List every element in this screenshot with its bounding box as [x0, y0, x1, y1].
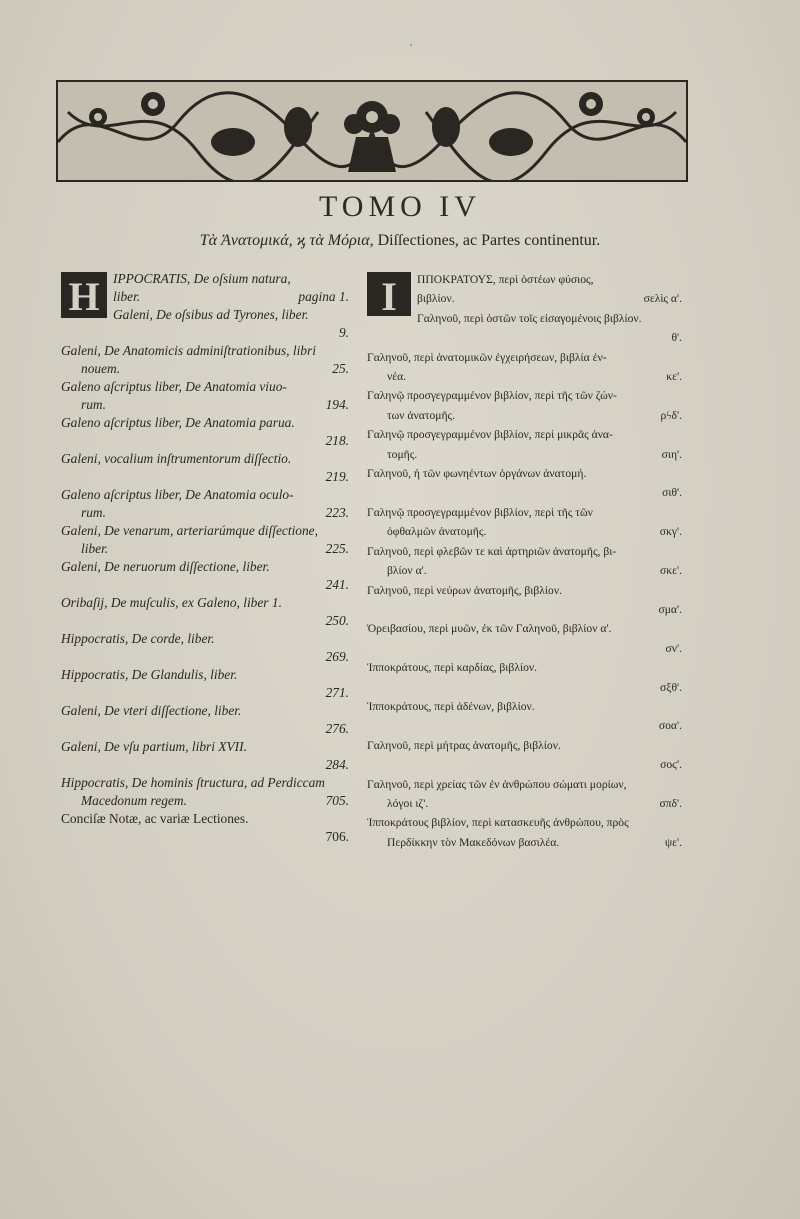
latin-entry-title: Galeni, De oſsibus ad Tyrones, liber.: [113, 307, 309, 322]
latin-entry-page: 706.: [325, 829, 349, 844]
latin-entry: [61, 630, 349, 666]
greek-entry: [367, 581, 682, 620]
latin-entry: [61, 702, 349, 738]
subtitle-greek: Τὰ Ἀνατομικά, ϗ τὰ Μόρια,: [199, 232, 374, 249]
latin-entry-continuation: rum. 223.: [81, 505, 349, 520]
greek-entry-continuation: τομῆς. σιη'.: [367, 445, 682, 464]
greek-entry-title: Γαληνοῦ, περὶ μήτρας ἀνατομῆς, βιβλίον.: [367, 738, 561, 752]
greek-entry-title: Ἱπποκράτους βιβλίον, περὶ κατασκευῆς ἀνθρώπου, πρὸς: [367, 816, 629, 830]
latin-entry-title: Galeni, vocalium inſtrumentorum diſſectio.: [61, 451, 292, 466]
greek-entry-continuation: [367, 483, 682, 502]
latin-entry-title: Galeni, De vteri diſſectione, liber.: [61, 703, 242, 718]
subtitle-latin: Diſſectiones, ac Partes continentur.: [377, 232, 601, 249]
latin-entry-continuation: [61, 720, 349, 738]
greek-entry-continuation: [367, 678, 682, 697]
greek-entry-page: κε'.: [666, 370, 682, 384]
latin-entry-page: 284.: [325, 757, 349, 772]
greek-entry-title: Γαληνοῦ, περὶ χρείας τῶν ἐν ἀνθρώπου σώματι μορίων,: [367, 777, 627, 791]
latin-entry-page: pagina 1.: [298, 289, 349, 304]
latin-entry-page: 25.: [332, 361, 349, 376]
latin-entry: [61, 594, 349, 630]
greek-entry: [367, 697, 682, 736]
volume-title: TOMO IV: [319, 190, 481, 223]
greek-entry-page: σκγ'.: [659, 525, 682, 539]
latin-entry-continuation: [61, 432, 349, 450]
greek-entry-page: ρϟδ'.: [660, 408, 682, 422]
latin-entry-title: Galeni, De Anatomicis adminiſtrationibus, libri: [61, 343, 316, 358]
latin-entry-title: Galeni, De neruorum diſſectione, liber.: [61, 559, 270, 574]
greek-entry-continuation: ὀφθαλμῶν ἀνατομῆς. σκγ'.: [367, 522, 682, 541]
greek-entry-continuation: Περδίκκην τὸν Μακεδόνων βασιλέα. ψε'.: [367, 833, 682, 852]
latin-entry: [61, 270, 349, 306]
greek-entry: [367, 658, 682, 697]
greek-entry: [367, 386, 682, 425]
latin-entry: [61, 342, 349, 378]
greek-entry-page: σοα'.: [658, 719, 682, 733]
greek-entry-continuation: λόγοι ιζ'. σπδ'.: [367, 794, 682, 813]
latin-entry-continuation: nouem. 25.: [81, 361, 349, 376]
latin-entry-continuation: Macedonum regem. 705.: [81, 793, 349, 808]
greek-entry-page: σκε'.: [660, 564, 682, 578]
latin-entry-page: 241.: [325, 577, 349, 592]
greek-entry: [367, 619, 682, 658]
latin-entry: [61, 450, 349, 486]
latin-entry-continuation: liber. pagina 1.: [113, 289, 349, 304]
latin-entry-continuation: [61, 612, 349, 630]
greek-entry: [367, 464, 682, 503]
latin-entry-title: Galeno aſcriptus liber, De Anatomia oculo-: [61, 487, 294, 502]
greek-entry-page: σιη'.: [661, 447, 682, 461]
latin-entry-continuation: [61, 828, 349, 846]
latin-entry-title: Galeno aſcriptus liber, De Anatomia parua.: [61, 415, 295, 430]
latin-entry: [61, 666, 349, 702]
latin-entry-continuation: [61, 756, 349, 774]
greek-entry-page: σξθ'.: [660, 680, 682, 694]
latin-entry-page: 223.: [325, 505, 349, 520]
latin-entry-page: 9.: [338, 325, 349, 340]
latin-entry-list: [61, 270, 349, 846]
latin-entry-page: 269.: [325, 649, 349, 664]
greek-entry-continuation: [367, 755, 682, 774]
greek-entry: [367, 813, 682, 852]
greek-entry: [367, 542, 682, 581]
latin-entry-continuation: [61, 324, 349, 342]
latin-entry-page: 276.: [325, 721, 349, 736]
latin-entry-title: IPPOCRATIS, De oſsium natura,: [113, 271, 291, 286]
latin-entry: [61, 774, 349, 810]
latin-entry: [61, 522, 349, 558]
greek-entry-list: [367, 270, 682, 852]
latin-entry: [61, 738, 349, 774]
volume-subtitle: [0, 232, 800, 250]
latin-entry-title: Hippocratis, De Glandulis, liber.: [61, 667, 238, 682]
greek-entry-title: Ἱπποκράτους, περὶ καρδίας, βιβλίον.: [367, 661, 538, 675]
greek-entry-title: Γαληνοῦ, περὶ νεύρων ἀνατομῆς, βιβλίον.: [367, 583, 562, 597]
latin-entry-title: Galeno aſcriptus liber, De Anatomia viuo-: [61, 379, 287, 394]
latin-entry-title: Hippocratis, De corde, liber.: [61, 631, 215, 646]
latin-entry-title: Hippocratis, De hominis ſtructura, ad Perdiccam: [61, 775, 325, 790]
latin-entry-page: 225.: [325, 541, 349, 556]
greek-entry-page: σιθ'.: [662, 486, 682, 500]
latin-entry-continuation: rum. 194.: [81, 397, 349, 412]
greek-entry-continuation: των ἀνατομῆς. ρϟδ'.: [367, 406, 682, 425]
latin-entry-page: 271.: [325, 685, 349, 700]
greek-entry-continuation: [367, 600, 682, 619]
latin-entry: [61, 810, 349, 846]
greek-entry: [367, 775, 682, 814]
latin-entry-page: 250.: [325, 613, 349, 628]
latin-dropcap: H: [61, 272, 107, 318]
decorative-headpiece: [56, 80, 688, 182]
greek-entry-page: θ'.: [671, 331, 682, 345]
greek-entry-title: Γαληνοῦ, περὶ ἀνατομικῶν ἐγχειρήσεων, βιβλία ἐν-: [367, 350, 607, 364]
latin-entry-page: 194.: [325, 397, 349, 412]
latin-entry-continuation: liber. 225.: [81, 541, 349, 556]
latin-entry-title: Conciſæ Notæ, ac variæ Lectiones.: [61, 811, 249, 826]
greek-entry-title: Ὀρειβασίου, περὶ μυῶν, ἐκ τῶν Γαληνοῦ, βιβλίον α'.: [367, 622, 612, 636]
greek-entry-title: Γαληνοῦ, ἡ τῶν φωνηέντων ὀργάνων ἀνατομή.: [367, 467, 587, 481]
latin-entry-page: 705.: [325, 793, 349, 808]
latin-entry-continuation: [61, 576, 349, 594]
latin-contents-column: [61, 270, 349, 846]
greek-entry-page: σμα'.: [658, 602, 682, 616]
greek-entry-title: Γαληνοῦ, περὶ ὀστῶν τοῖς εἰσαγομένοις βιβλίον.: [417, 311, 642, 325]
greek-entry-title: Γαληνῷ προσγεγραμμένον βιβλίον, περὶ τῆς τῶν ζών-: [367, 389, 617, 403]
latin-entry: [61, 378, 349, 414]
corner-mark: ': [410, 42, 412, 54]
greek-entry-title: ΠΠΟΚΡΑΤΟΥΣ, περὶ ὀστέων φύσιος,: [417, 273, 594, 286]
greek-entry-continuation: νέα. κε'.: [367, 367, 682, 386]
greek-entry-continuation: [367, 328, 682, 347]
greek-entry-title: Ἱπποκράτους, περὶ ἀδένων, βιβλίον.: [367, 699, 535, 713]
greek-entry-continuation: βιβλίον. σελὶς α'.: [367, 289, 682, 308]
greek-entry: [367, 736, 682, 775]
greek-entry-page: σελὶς α'.: [643, 292, 682, 306]
greek-entry: [367, 309, 682, 348]
greek-entry: [367, 425, 682, 464]
greek-dropcap: Ι: [367, 272, 411, 316]
latin-entry-continuation: [61, 648, 349, 666]
greek-entry: [367, 270, 682, 309]
greek-entry: [367, 348, 682, 387]
latin-entry-continuation: [61, 684, 349, 702]
greek-entry-page: σπδ'.: [659, 796, 682, 810]
greek-entry-continuation: βλίον α'. σκε'.: [367, 561, 682, 580]
latin-entry: [61, 306, 349, 342]
greek-entry-title: Γαληνῷ προσγεγραμμένον βιβλίον, περὶ μικρᾶς ἀνα-: [367, 428, 613, 442]
latin-entry: [61, 486, 349, 522]
latin-entry: [61, 558, 349, 594]
greek-contents-column: [367, 270, 682, 852]
latin-entry-title: Galeni, De venarum, arteriarúmque diſſectione,: [61, 523, 318, 538]
greek-entry-title: Γαληνῷ προσγεγραμμένον βιβλίον, περὶ τῆς τῶν: [367, 505, 593, 519]
greek-entry-page: σν'.: [665, 641, 682, 655]
greek-entry: [367, 503, 682, 542]
latin-entry-title: Galeni, De vſu partium, libri XVII.: [61, 739, 247, 754]
greek-entry-continuation: [367, 639, 682, 658]
greek-entry-title: Γαληνοῦ, περὶ φλεβῶν τε καὶ ἀρτηριῶν ἀνατομῆς, βι-: [367, 544, 617, 558]
latin-entry-page: 218.: [325, 433, 349, 448]
latin-entry-continuation: [61, 468, 349, 486]
latin-entry: [61, 414, 349, 450]
latin-entry-page: 219.: [325, 469, 349, 484]
latin-entry-title: Oribaſij, De muſculis, ex Galeno, liber 1.: [61, 595, 282, 610]
greek-entry-page: σοϛ'.: [660, 758, 682, 772]
greek-entry-continuation: [367, 716, 682, 735]
greek-entry-page: ψε'.: [664, 835, 682, 849]
